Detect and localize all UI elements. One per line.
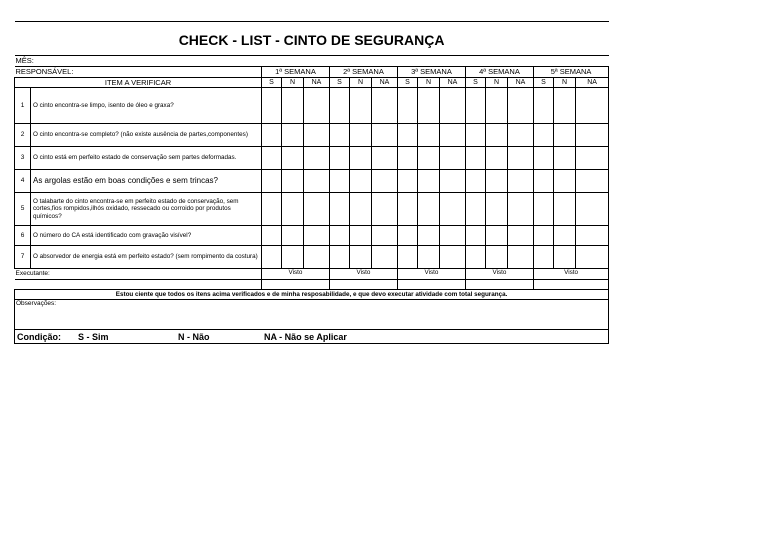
answer-cell-week-1-n[interactable]	[282, 124, 304, 147]
answer-cell-week-4-s[interactable]	[466, 147, 486, 170]
mes-field[interactable]: MÊS:	[15, 56, 609, 67]
answer-cell-week-2-n[interactable]	[350, 193, 372, 226]
checklist-row	[15, 193, 609, 226]
answer-cell-week-2-n[interactable]	[350, 124, 372, 147]
answer-cell-week-4-na[interactable]	[508, 147, 534, 170]
answer-cell-week-5-n[interactable]	[554, 193, 576, 226]
answer-cell-week-4-s[interactable]	[466, 193, 486, 226]
answer-cell-week-3-n[interactable]	[418, 88, 440, 124]
item-number: 2	[15, 124, 31, 147]
answer-cell-week-4-n[interactable]	[486, 124, 508, 147]
visto-signature-week-4[interactable]	[466, 280, 534, 290]
visto-week-1: Visto	[262, 269, 330, 280]
answer-cell-week-1-n[interactable]	[282, 246, 304, 269]
checklist-row	[15, 147, 609, 170]
week-4-sub-n: N	[486, 78, 508, 88]
item-question: O cinto encontra-se completo? (não existe ausência de partes,componentes)	[31, 124, 262, 147]
week-2-header: 2ª SEMANA	[330, 67, 398, 78]
answer-cell-week-1-na[interactable]	[304, 147, 330, 170]
item-number: 4	[15, 170, 31, 193]
answer-cell-week-4-n[interactable]	[486, 226, 508, 246]
answer-cell-week-2-n[interactable]	[350, 170, 372, 193]
week-4-sub-na: NA	[508, 78, 534, 88]
answer-cell-week-5-na[interactable]	[576, 193, 609, 226]
checklist-table	[14, 21, 609, 344]
answer-cell-week-1-na[interactable]	[304, 124, 330, 147]
answer-cell-week-4-na[interactable]	[508, 124, 534, 147]
week-5-sub-n: N	[554, 78, 576, 88]
week-4-header: 4ª SEMANA	[466, 67, 534, 78]
answer-cell-week-2-s[interactable]	[330, 246, 350, 269]
answer-cell-week-3-s[interactable]	[398, 246, 418, 269]
answer-cell-week-1-s[interactable]	[262, 147, 282, 170]
item-question: O absorvedor de energia está em perfeito estado? (sem rompimento da costura)	[31, 246, 262, 269]
answer-cell-week-4-na[interactable]	[508, 246, 534, 269]
answer-cell-week-4-s[interactable]	[466, 88, 486, 124]
answer-cell-week-1-s[interactable]	[262, 193, 282, 226]
answer-cell-week-3-na[interactable]	[440, 226, 466, 246]
answer-cell-week-5-n[interactable]	[554, 246, 576, 269]
answer-cell-week-2-na[interactable]	[372, 170, 398, 193]
visto-signature-week-5[interactable]	[534, 280, 609, 290]
answer-cell-week-3-na[interactable]	[440, 246, 466, 269]
checklist-sheet	[14, 21, 608, 344]
answer-cell-week-4-s[interactable]	[466, 170, 486, 193]
answer-cell-week-1-n[interactable]	[282, 88, 304, 124]
answer-cell-week-2-s[interactable]	[330, 193, 350, 226]
condition-sim: S - Sim	[78, 331, 109, 342]
answer-cell-week-4-na[interactable]	[508, 226, 534, 246]
answer-cell-week-3-n[interactable]	[418, 147, 440, 170]
answer-cell-week-2-na[interactable]	[372, 246, 398, 269]
answer-cell-week-3-na[interactable]	[440, 88, 466, 124]
item-number: 1	[15, 88, 31, 124]
item-number: 3	[15, 147, 31, 170]
answer-cell-week-5-s[interactable]	[534, 246, 554, 269]
answer-cell-week-5-na[interactable]	[576, 170, 609, 193]
visto-week-2: Visto	[330, 269, 398, 280]
observacoes-field[interactable]: Observações:	[15, 300, 609, 330]
responsavel-field[interactable]: RESPONSÁVEL:	[15, 67, 262, 78]
week-5-header: 5ª SEMANA	[534, 67, 609, 78]
answer-cell-week-2-na[interactable]	[372, 88, 398, 124]
answer-cell-week-5-n[interactable]	[554, 124, 576, 147]
answer-cell-week-3-n[interactable]	[418, 226, 440, 246]
checklist-row	[15, 170, 609, 193]
answer-cell-week-2-na[interactable]	[372, 147, 398, 170]
answer-cell-week-4-n[interactable]	[486, 147, 508, 170]
answer-cell-week-1-na[interactable]	[304, 88, 330, 124]
week-2-sub-s: S	[330, 78, 350, 88]
answer-cell-week-4-na[interactable]	[508, 88, 534, 124]
condition-legend	[15, 330, 609, 344]
week-5-sub-na: NA	[576, 78, 609, 88]
checklist-row	[15, 226, 609, 246]
answer-cell-week-2-na[interactable]	[372, 226, 398, 246]
answer-cell-week-5-n[interactable]	[554, 226, 576, 246]
answer-cell-week-5-na[interactable]	[576, 147, 609, 170]
answer-cell-week-2-s[interactable]	[330, 170, 350, 193]
answer-cell-week-3-n[interactable]	[418, 246, 440, 269]
visto-week-5: Visto	[534, 269, 609, 280]
checklist-row	[15, 246, 609, 269]
answer-cell-week-4-s[interactable]	[466, 246, 486, 269]
condition-label: Condição:	[17, 331, 61, 342]
item-number: 6	[15, 226, 31, 246]
answer-cell-week-2-na[interactable]	[372, 193, 398, 226]
answer-cell-week-1-na[interactable]	[304, 170, 330, 193]
answer-cell-week-1-s[interactable]	[262, 170, 282, 193]
answer-cell-week-2-na[interactable]	[372, 124, 398, 147]
week-4-sub-s: S	[466, 78, 486, 88]
answer-cell-week-4-n[interactable]	[486, 88, 508, 124]
answer-cell-week-3-n[interactable]	[418, 124, 440, 147]
answer-cell-week-3-n[interactable]	[418, 170, 440, 193]
item-question: O talabarte do cinto encontra-se em perfeito estado de conservação, sem cortes,fios rompidos,ilhós oxidado, ressecado ou corroido por produtos químicos?	[31, 193, 262, 226]
checklist-row	[15, 88, 609, 124]
answer-cell-week-1-s[interactable]	[262, 226, 282, 246]
week-3-header: 3ª SEMANA	[398, 67, 466, 78]
answer-cell-week-5-n[interactable]	[554, 170, 576, 193]
answer-cell-week-2-n[interactable]	[350, 147, 372, 170]
answer-cell-week-1-na[interactable]	[304, 193, 330, 226]
item-question: O número do CA está identificado com gravação visível?	[31, 226, 262, 246]
answer-cell-week-5-s[interactable]	[534, 124, 554, 147]
answer-cell-week-1-s[interactable]	[262, 88, 282, 124]
answer-cell-week-1-n[interactable]	[282, 170, 304, 193]
answer-cell-week-3-s[interactable]	[398, 226, 418, 246]
item-question: O cinto encontra-se limpo, isento de óleo e graxa?	[31, 88, 262, 124]
answer-cell-week-3-n[interactable]	[418, 193, 440, 226]
item-question: As argolas estão em boas condições e sem trincas?	[31, 170, 262, 193]
week-3-sub-n: N	[418, 78, 440, 88]
visto-week-3: Visto	[398, 269, 466, 280]
answer-cell-week-4-s[interactable]	[466, 124, 486, 147]
week-3-sub-s: S	[398, 78, 418, 88]
week-1-sub-na: NA	[304, 78, 330, 88]
executante-name-field[interactable]	[15, 280, 262, 290]
answer-cell-week-3-na[interactable]	[440, 193, 466, 226]
answer-cell-week-1-n[interactable]	[282, 193, 304, 226]
answer-cell-week-2-s[interactable]	[330, 226, 350, 246]
answer-cell-week-2-n[interactable]	[350, 246, 372, 269]
week-1-header: 1ª SEMANA	[262, 67, 330, 78]
item-question: O cinto está em perfeito estado de conservação sem partes deformadas.	[31, 147, 262, 170]
answer-cell-week-5-s[interactable]	[534, 147, 554, 170]
answer-cell-week-1-n[interactable]	[282, 226, 304, 246]
answer-cell-week-2-s[interactable]	[330, 124, 350, 147]
answer-cell-week-5-s[interactable]	[534, 170, 554, 193]
answer-cell-week-2-s[interactable]	[330, 88, 350, 124]
condition-na: NA - Não se Aplicar	[264, 331, 347, 342]
answer-cell-week-1-s[interactable]	[262, 124, 282, 147]
answer-cell-week-5-na[interactable]	[576, 246, 609, 269]
visto-signature-week-2[interactable]	[330, 280, 398, 290]
executante-label: Executante:	[15, 269, 262, 280]
answer-cell-week-3-na[interactable]	[440, 147, 466, 170]
answer-cell-week-2-n[interactable]	[350, 88, 372, 124]
page-title: CHECK - LIST - CINTO DE SEGURANÇA	[15, 22, 609, 56]
answer-cell-week-5-na[interactable]	[576, 88, 609, 124]
week-2-sub-n: N	[350, 78, 372, 88]
answer-cell-week-4-n[interactable]	[486, 193, 508, 226]
answer-cell-week-5-n[interactable]	[554, 147, 576, 170]
item-header: ITEM A VERIFICAR	[15, 78, 262, 88]
answer-cell-week-3-na[interactable]	[440, 124, 466, 147]
answer-cell-week-4-n[interactable]	[486, 170, 508, 193]
condition-nao: N - Não	[178, 331, 210, 342]
answer-cell-week-3-s[interactable]	[398, 170, 418, 193]
answer-cell-week-4-s[interactable]	[466, 226, 486, 246]
answer-cell-week-1-na[interactable]	[304, 246, 330, 269]
week-2-sub-na: NA	[372, 78, 398, 88]
responsibility-statement: Estou ciente que todos os itens acima verificados e de minha resposabilidade, e que devo executar atividade com total segurança.	[15, 290, 609, 300]
answer-cell-week-1-n[interactable]	[282, 147, 304, 170]
answer-cell-week-1-s[interactable]	[262, 246, 282, 269]
answer-cell-week-2-n[interactable]	[350, 226, 372, 246]
answer-cell-week-3-s[interactable]	[398, 193, 418, 226]
answer-cell-week-3-s[interactable]	[398, 124, 418, 147]
answer-cell-week-4-na[interactable]	[508, 193, 534, 226]
visto-signature-week-3[interactable]	[398, 280, 466, 290]
visto-signature-week-1[interactable]	[262, 280, 330, 290]
answer-cell-week-3-s[interactable]	[398, 147, 418, 170]
week-1-sub-s: S	[262, 78, 282, 88]
item-number: 5	[15, 193, 31, 226]
answer-cell-week-5-s[interactable]	[534, 88, 554, 124]
answer-cell-week-5-s[interactable]	[534, 193, 554, 226]
answer-cell-week-2-s[interactable]	[330, 147, 350, 170]
item-number: 7	[15, 246, 31, 269]
answer-cell-week-5-na[interactable]	[576, 124, 609, 147]
checklist-row	[15, 124, 609, 147]
visto-week-4: Visto	[466, 269, 534, 280]
week-1-sub-n: N	[282, 78, 304, 88]
week-3-sub-na: NA	[440, 78, 466, 88]
answer-cell-week-3-s[interactable]	[398, 88, 418, 124]
answer-cell-week-5-na[interactable]	[576, 226, 609, 246]
answer-cell-week-4-na[interactable]	[508, 170, 534, 193]
week-5-sub-s: S	[534, 78, 554, 88]
answer-cell-week-1-na[interactable]	[304, 226, 330, 246]
answer-cell-week-4-n[interactable]	[486, 246, 508, 269]
answer-cell-week-5-n[interactable]	[554, 88, 576, 124]
answer-cell-week-5-s[interactable]	[534, 226, 554, 246]
answer-cell-week-3-na[interactable]	[440, 170, 466, 193]
